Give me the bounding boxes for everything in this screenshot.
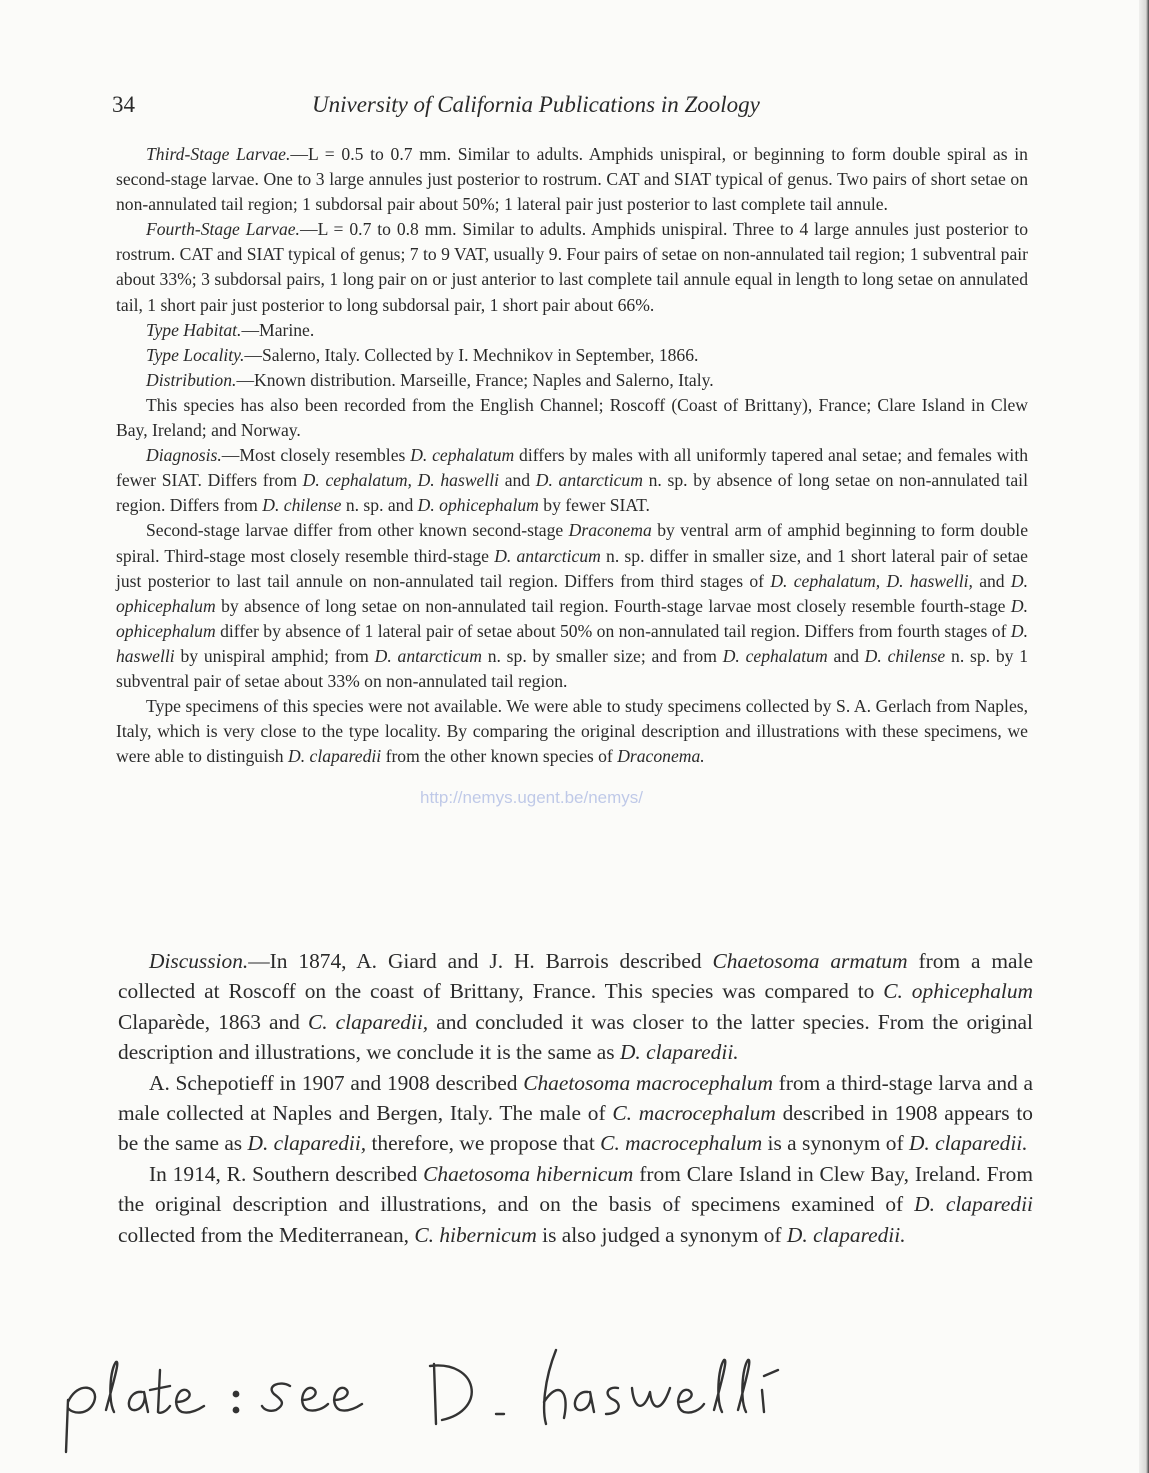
diagnosis-text: and	[504, 470, 531, 491]
comparison-text: by absence of long setae on non-annulated tail region. Fourth-stage larvae most closely resemble fourth-stage	[221, 595, 1006, 616]
comparison-text: n. sp. differ in smaller size, and 1 short lateral pair of setae just posterior to last tail annule on non-annulated tail region. Differs from third stages of	[116, 545, 1028, 591]
taxon-name: D. antarcticum	[374, 645, 482, 666]
taxon-name: D. cephalatum	[410, 445, 515, 466]
comparison-text: n. sp. by smaller size; and from	[487, 645, 717, 666]
taxon-name: D. claparedii.	[619, 1040, 739, 1065]
fourth-stage-heading: Fourth-Stage Larvae.	[146, 219, 300, 240]
taxon-name: D. ophicephalum	[116, 570, 1028, 616]
discussion-text: In 1874, A. Giard and J. H. Barrois described	[269, 949, 702, 973]
watermark-url: http://nemys.ugent.be/nemys/	[420, 788, 644, 807]
comparison-text: and	[833, 645, 859, 666]
taxon-name: D. cephalatum	[722, 645, 828, 666]
page-number: 34	[112, 92, 135, 117]
discussion-text: from a male collected at Roscoff on the coast of Brittany, France. This species was compared to	[118, 949, 1033, 1004]
taxon-name: D. haswelli	[116, 620, 1028, 666]
distribution-heading: Distribution.	[146, 369, 237, 390]
taxon-name: D. cephalatum, D. haswelli,	[770, 570, 973, 591]
specimens-text: Type specimens of this species were not available. We were able to study specimens collected by S. A. Gerlach from Naples, Italy, which is very close to the type locality. By comparing the original description and illustrations with these specimens, we were able to distinguish	[116, 696, 1028, 767]
paragraph-type-locality: Type Locality.—Salerno, Italy. Collected by I. Mechnikov in September, 1866.	[146, 344, 699, 365]
discussion-text: from Clare Island in Clew Bay, Ireland. From the original description and illustrations, and on the basis of specimens examined of	[118, 1161, 1033, 1217]
fourth-stage-text: L = 0.7 to 0.8 mm. Similar to adults. Amphids unispiral. Three to 4 large annules just posterior to rostrum. CAT and SIAT typical of genus; 7 to 9 VAT, usually 9. Four pairs of setae on non-annulated tail region; 1 subventral pair about 33%; 3 subdorsal pairs, 1 long pair on or just anterior to last complete tail annule equal in length to long setae on annulated tail, 1 short pair just posterior to long subdorsal pair, 1 short pair about 66%.	[116, 219, 1028, 315]
discussion-text: and concluded it was closer to the latter species. From the original description and illustrations, we conclude it is the same as	[118, 1009, 1033, 1065]
discussion-text: described in 1908 appears to be the same as	[118, 1101, 1033, 1156]
paragraph-diagnosis: Diagnosis.—Most closely resembles D. cephalatum differs by males with all uniformly tapered anal setae; and females with fewer SIAT. Differs from D. cephalatum, D. haswelli and D. antarcticum n. sp. by absence of long setae on non-annulated tail region. Differs from D. chilense n. sp. and D. ophicephalum by fewer SIAT.	[116, 445, 1029, 516]
running-title: University of California Publications in Zoology	[312, 92, 760, 117]
discussion-text: Claparède, 1863 and	[118, 1009, 300, 1034]
taxon-name: D. antarcticum	[494, 545, 601, 566]
page-header	[112, 92, 1012, 132]
taxon-name: D. antarcticum	[535, 470, 643, 491]
comparison-text: differ by absence of 1 lateral pair of setae about 50% on non-annulated tail region. Differs from fourth stages of	[220, 620, 1007, 641]
taxon-name: C. macrocephalum	[600, 1131, 763, 1156]
taxon-name: D. ophicephalum	[116, 595, 1028, 641]
paragraph-discussion: Discussion.—In 1874, A. Giard and J. H. Barrois described Chaetosoma armatum from a male collected at Roscoff on the coast of Brittany, France. This species was compared to C. ophicephalum Claparède, 1863 and C. claparedii, and concluded it was closer to the latter species. From the original description and illustrations, we conclude it is the same as D. claparedii.	[118, 949, 1033, 1065]
taxon-name: Chaetosoma hibernicum	[423, 1161, 634, 1186]
type-habitat-heading: Type Habitat.	[146, 319, 242, 340]
larvae-description	[116, 142, 1028, 769]
discussion-text: from a third-stage larva and a male collected at Naples and Bergen, Italy. The male of	[118, 1070, 1033, 1126]
taxon-name: D. chilense	[262, 495, 342, 516]
distribution-text: Known distribution. Marseille, France; Naples and Salerno, Italy.	[254, 369, 714, 390]
paragraph-southern	[118, 1159, 1033, 1250]
diagnosis-text: n. sp. by absence of long setae on non-annulated tail region. Differs from	[116, 470, 1028, 516]
taxon-name: D. claparedii.	[908, 1131, 1028, 1156]
taxon-name: D. chilense	[864, 645, 946, 666]
paragraph-fourth-stage: Fourth-Stage Larvae.—L = 0.7 to 0.8 mm. Similar to adults. Amphids unispiral. Three to 4 large annules just posterior to rostrum. CAT and SIAT typical of genus; 7 to 9 VAT, usually 9. Four pairs of setae on non-annulated tail region; 1 subventral pair about 33%; 3 subdorsal pairs, 1 long pair on or just anterior to last complete tail annule equal in length to long setae on annulated tail, 1 short pair just posterior to long subdorsal pair, 1 short pair about 66%.	[116, 219, 1028, 315]
taxon-name: D. ophicephalum	[417, 495, 539, 516]
type-locality-heading: Type Locality.	[146, 344, 245, 365]
taxon-name: D. claparedii,	[247, 1131, 367, 1156]
diagnosis-text: by fewer SIAT.	[543, 495, 650, 516]
diagnosis-text: n. sp. and	[345, 495, 414, 516]
diagnosis-heading: Diagnosis.	[146, 445, 222, 466]
taxon-name: C. ophicephalum	[883, 979, 1033, 1004]
taxon-name: D. claparedii	[914, 1192, 1033, 1217]
handwritten-note	[58, 1340, 838, 1460]
paragraph-third-stage: Third-Stage Larvae.—L = 0.5 to 0.7 mm. Similar to adults. Amphids unispiral, or beginning to form double spiral as in second-stage larvae. One to 3 large annules just posterior to rostrum. CAT and SIAT typical of genus. Two pairs of short setae on non-annulated tail region; 1 subdorsal pair about 50%; 1 lateral pair just posterior to last complete tail annule.	[116, 144, 1028, 215]
taxon-name: C. hibernicum	[414, 1222, 537, 1247]
comparison-text: Second-stage larvae differ from other known second-stage	[146, 520, 564, 541]
discussion-text: is also judged a synonym of	[542, 1222, 782, 1247]
paragraph-recorded: This species has also been recorded from the English Channel; Roscoff (Coast of Brittany), France; Clare Island in Clew Bay, Ireland; and Norway.	[116, 394, 1028, 441]
discussion-text: collected from the Mediterranean,	[118, 1222, 410, 1247]
scan-edge	[1139, 0, 1149, 1473]
paragraph-distribution: Distribution.—Known distribution. Marseille, France; Naples and Salerno, Italy.	[146, 369, 714, 390]
taxon-name: C. macrocephalum	[612, 1101, 776, 1126]
taxon-name: Chaetosoma armatum	[712, 949, 908, 973]
third-stage-text: L = 0.5 to 0.7 mm. Similar to adults. Amphids unispiral, or beginning to form double spiral as in second-stage larvae. One to 3 large annules just posterior to rostrum. CAT and SIAT typical of genus. Two pairs of short setae on non-annulated tail region; 1 subdorsal pair about 50%; 1 lateral pair just posterior to last complete tail annule.	[116, 144, 1028, 215]
third-stage-heading: Third-Stage Larvae.	[146, 144, 291, 164]
taxon-name: Draconema	[568, 520, 652, 541]
paragraph-schepotieff	[118, 1068, 1033, 1159]
discussion-text: A. Schepotieff in 1907 and 1908 described	[149, 1070, 518, 1095]
taxon-name: Chaetosoma macrocephalum	[523, 1070, 773, 1095]
taxon-name: C. claparedii,	[307, 1009, 429, 1034]
discussion-text: therefore, we propose that	[371, 1131, 595, 1156]
discussion-section	[118, 946, 1033, 1250]
comparison-text: by ventral arm of amphid beginning to form double spiral. Third-stage most closely resemble third-stage	[116, 520, 1028, 566]
taxon-name: Draconema.	[617, 746, 705, 767]
diagnosis-text: differs by males with all uniformly tapered anal setae; and females with fewer SIAT. Differs from	[116, 445, 1029, 491]
paragraph-type-specimens	[116, 694, 1028, 769]
type-habitat-text: Marine.	[259, 319, 315, 340]
comparison-text: and	[979, 570, 1005, 591]
comparison-text: n. sp. by 1 subventral pair of setae about 33% on non-annulated tail region.	[116, 645, 1029, 691]
diagnosis-text: Most closely resembles	[239, 445, 406, 466]
comparison-text: by unispiral amphid; from	[180, 645, 369, 666]
specimens-text: from the other known species of	[385, 746, 613, 767]
discussion-heading: Discussion.	[149, 949, 249, 973]
taxon-name: D. claparedii.	[786, 1222, 906, 1247]
taxon-name: D. claparedii	[288, 746, 382, 767]
discussion-text: is a synonym of	[767, 1131, 904, 1156]
type-locality-text: Salerno, Italy. Collected by I. Mechnikov in September, 1866.	[261, 344, 699, 365]
paragraph-type-habitat: Type Habitat.—Marine.	[146, 319, 315, 340]
taxon-name: D. cephalatum, D. haswelli	[302, 470, 500, 491]
discussion-text: In 1914, R. Southern described	[149, 1161, 418, 1186]
paragraph-second-stage-comparison	[116, 518, 1028, 694]
